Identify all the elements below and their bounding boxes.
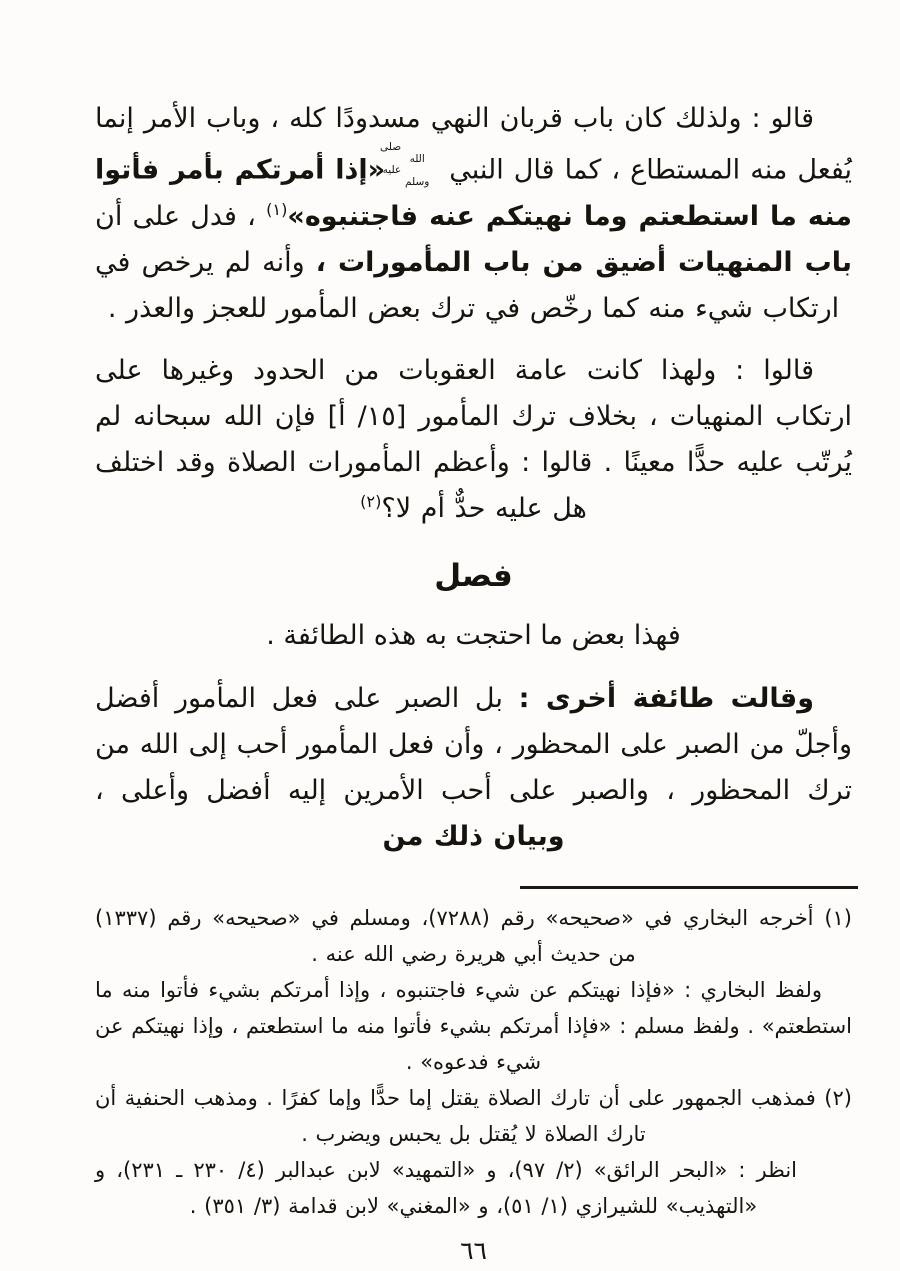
footnote-paragraph	[95, 1152, 852, 1224]
paragraph-uqubat	[95, 348, 852, 532]
emphasis-segment: وبيان ذلك من	[382, 820, 565, 852]
text-segment: قالوا : ولهذا كانت عامة العقوبات من الحدود وغيرها على ارتكاب المنهيات ، بخلاف ترك المأمور [١٥/ أ] فإن الله سبحانه لم يُرتّب عليه حدًّا معينًا . قالوا : وأعظم المأمورات الصلاة وقد اختلف هل عليه حدٌّ أم لا؟	[95, 354, 853, 524]
section-heading-fasl: فصل	[434, 557, 513, 594]
text-segment: قالو : ولذلك كان باب قربان النهي مسدودًا كله ، وباب الأمر إنما يُفعل منه المستطاع ، كما قال النبي	[95, 103, 852, 186]
footnote-paragraph	[95, 1080, 852, 1152]
text-segment: فمذهب الجمهور على أن تارك الصلاة يقتل إما حدًّا وإما كفرًا . ومذهب الحنفية أن تارك الصلاة لا يُقتل بل يحبس ويضرب .	[95, 1085, 816, 1146]
footnote-1	[95, 900, 852, 1080]
paragraph-amr-nahy	[95, 96, 852, 332]
pbuh-line: صلى الله	[380, 141, 425, 165]
footnote-separator	[520, 886, 858, 889]
footnote-paragraph	[95, 972, 852, 1080]
emphasis-segment: باب المنهيات أضيق من باب المأمورات ،	[315, 246, 852, 278]
footnote-ref: (٢)	[360, 491, 382, 511]
emphasis-segment: وقالت طائفة أخرى :	[518, 682, 814, 714]
footnote-ref: (١)	[266, 199, 288, 219]
text-segment: بل الصبر على فعل المأمور أفضل وأجلّ من الصبر على المحظور ، وأن فعل المأمور أحب إلى الله من ترك المحظور ، والصبر على أحب الأمرين إليه أفضل وأعلى ،	[95, 682, 852, 806]
pbuh-symbol	[380, 141, 439, 188]
page-number: ٦٦	[460, 1235, 487, 1265]
text-segment: ولفظ البخاري : «فإذا نهيتكم عن شيء فاجتنبوه ، وإذا أمرتكم بشيء فأتوا منه ما استطعتم» . ولفظ مسلم : «فإذا أمرتكم بشيء فأتوا منه ما استطعتم ، وإذا نهيتكم عن شيء فدعوه» .	[95, 977, 852, 1074]
text-segment: ، فدل على أن	[95, 200, 267, 232]
pbuh-line: عليه وسلم	[382, 164, 430, 188]
text-segment: انظر : «البحر الرائق» (٢/ ٩٧)، و «التمهيد» لابن عبدالبر (٤/ ٢٣٠ ـ ٢٣١)، و «التهذيب» للشيرازي (١/ ٥١)، و «المغني» لابن قدامة (٣/ ٣٥١) .	[95, 1157, 797, 1218]
emphasis-segment: «إذا أمرتكم بأمر فأتوا منه ما استطعتم وما نهيتكم عنه فاجتنبوه»	[95, 154, 853, 232]
closing-line: فهذا بعض ما احتجت به هذه الطائفة .	[266, 619, 681, 651]
footnotes-section	[95, 900, 852, 1224]
footnote-paragraph	[95, 900, 852, 972]
footnote-marker: (٢)	[815, 1085, 852, 1110]
footnote-2	[95, 1080, 852, 1224]
paragraph-taifa-ukhra	[95, 676, 852, 860]
footnote-marker: (١)	[813, 905, 852, 930]
text-segment: وأنه لم يرخص في ارتكاب شيء منه كما رخّص في ترك بعض المأمور للعجز والعذر .	[95, 246, 840, 324]
text-segment: أخرجه البخاري في «صحيحه» رقم (٧٢٨٨)، ومسلم في «صحيحه» رقم (١٣٣٧) من حديث أبي هريرة رضي الله عنه .	[95, 905, 814, 966]
